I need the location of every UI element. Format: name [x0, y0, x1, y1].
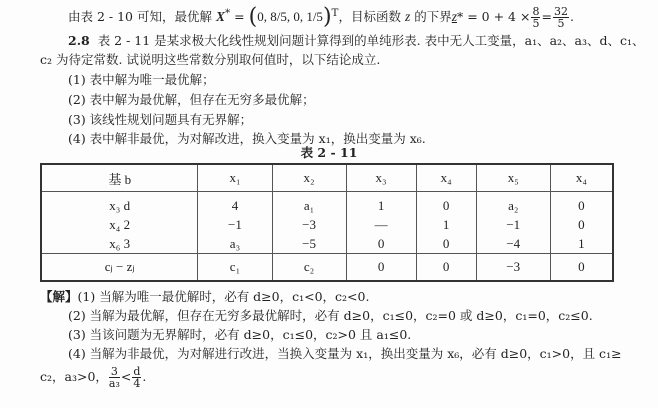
- text: 的下界: [414, 9, 452, 25]
- header-cell: 基 b: [41, 164, 198, 192]
- cell: −3: [476, 254, 550, 282]
- cell: 4: [198, 192, 272, 216]
- cell: 0: [416, 234, 476, 254]
- header-cell: x₅: [476, 164, 550, 192]
- header-cell: x₄: [550, 164, 613, 192]
- table-footer-row: [41, 254, 613, 282]
- cell: c₁: [198, 254, 272, 282]
- conclusion-line: 由表 2 - 10 可知，最优解 X* = (0, 8/5, 0, 1/5)$^T$，目标函数 z 的下界z* = 0 + 4 × $\frac{8}{5}$ = $\frac{32}{5}$ .: [68, 4, 574, 31]
- cell: 1: [550, 234, 613, 254]
- cell: −5: [272, 234, 346, 254]
- eq: =: [230, 9, 249, 25]
- table-row: [41, 215, 613, 234]
- cell: 0: [550, 215, 613, 234]
- solution-vector: 0, 8/5, 0, 1/5: [257, 9, 323, 25]
- text: (1) 当解为唯一最优解时，必有 d≥0，c₁<0，c₂<0.: [77, 289, 370, 304]
- problem-line-1: [68, 33, 645, 49]
- cell: −3: [272, 215, 346, 234]
- text: c₂，a₃>0，: [40, 369, 108, 384]
- transpose: T: [331, 7, 339, 19]
- table-row: [41, 234, 613, 254]
- var-x: X: [215, 9, 225, 25]
- expr: * = 0 + 4 ×: [457, 9, 531, 25]
- cell: —: [346, 215, 416, 234]
- header-cell: x₃: [346, 164, 416, 192]
- cell: −4: [476, 234, 550, 254]
- right-paren: ): [322, 4, 332, 30]
- cell: 0: [550, 192, 613, 216]
- problem-item: (2) 表中解为最优解，但存在无穷多最优解；: [68, 92, 315, 107]
- cell: x₆ 3: [41, 234, 198, 254]
- header-cell: x₂: [272, 164, 346, 192]
- cell: −1: [476, 215, 550, 234]
- table-row: [41, 192, 613, 216]
- text: <: [120, 369, 132, 384]
- solution-line: (2) 当解为最优解，但存在无穷多最优解时，必有 d≥0，c₁≤0，c₂=0 或 d≥0，c₁=0，c₂≤0.: [68, 308, 593, 323]
- cell: cⱼ − zⱼ: [41, 254, 198, 282]
- cell: a₂: [476, 192, 550, 216]
- star: *: [224, 7, 231, 19]
- cell: 0: [346, 234, 416, 254]
- problem-item: (4) 表中解非最优，为对解改进，换入变量为 x₁，换出变量为 x₆.: [68, 131, 426, 146]
- table-title: 表 2 - 11: [300, 145, 358, 160]
- cell: x₄ 2: [41, 215, 198, 234]
- left-paren: (: [248, 4, 258, 30]
- cell: −1: [198, 215, 272, 234]
- header-cell: x₁: [198, 164, 272, 192]
- solution-line-cont: [40, 366, 146, 389]
- var-z: z: [451, 9, 458, 25]
- header-cell: x₄: [416, 164, 476, 192]
- solution-label: 【解】: [40, 289, 78, 304]
- cell: 0: [416, 254, 476, 282]
- cell: 0: [550, 254, 613, 282]
- cell: 0: [416, 192, 476, 216]
- text: .: [142, 369, 147, 384]
- cell: a₁: [272, 192, 346, 216]
- frac: $\frac{32}{5}$: [553, 5, 568, 31]
- problem-number: 2.8: [68, 33, 90, 48]
- problem-line-2: c₂ 为待定常数. 试说明这些常数分别取何值时，以下结论成立.: [40, 52, 381, 67]
- var-z: z: [404, 9, 411, 25]
- cell: c₂: [272, 254, 346, 282]
- frac: $\frac{d}{4}$: [133, 365, 141, 390]
- frac: $\frac{8}{5}$: [532, 5, 540, 31]
- problem-item: (1) 表中解为唯一最优解；: [68, 72, 215, 87]
- text: 表 2 - 11 是某求极大化线性规划问题计算得到的单纯形表. 表中无人工变量，a₁、a₂、a₃、d、c₁、: [97, 33, 645, 48]
- solution-line: (3) 当该问题为无界解时，必有 d≥0，c₁≤0，c₂>0 且 a₁≤0.: [68, 327, 412, 342]
- cell: 1: [346, 192, 416, 216]
- table-header: [41, 164, 613, 192]
- frac: $\frac{3}{\text{a₃}}$: [108, 365, 120, 390]
- problem-item: (3) 该线性规划问题具有无界解；: [68, 112, 253, 127]
- text: 由表 2 - 10 可知，最优解: [68, 9, 212, 25]
- solution-line: [40, 289, 369, 305]
- cell: a₃: [198, 234, 272, 254]
- text: ，目标函数: [338, 9, 401, 25]
- cell: x₃ d: [41, 192, 198, 216]
- simplex-table: [40, 163, 614, 282]
- cell: 0: [346, 254, 416, 282]
- cell: 1: [416, 215, 476, 234]
- solution-line: (4) 当解为非最优，为对解进行改进，当换入变量为 x₁，换出变量为 x₆，必有 d≥0，c₁>0，且 c₁≥: [68, 346, 622, 361]
